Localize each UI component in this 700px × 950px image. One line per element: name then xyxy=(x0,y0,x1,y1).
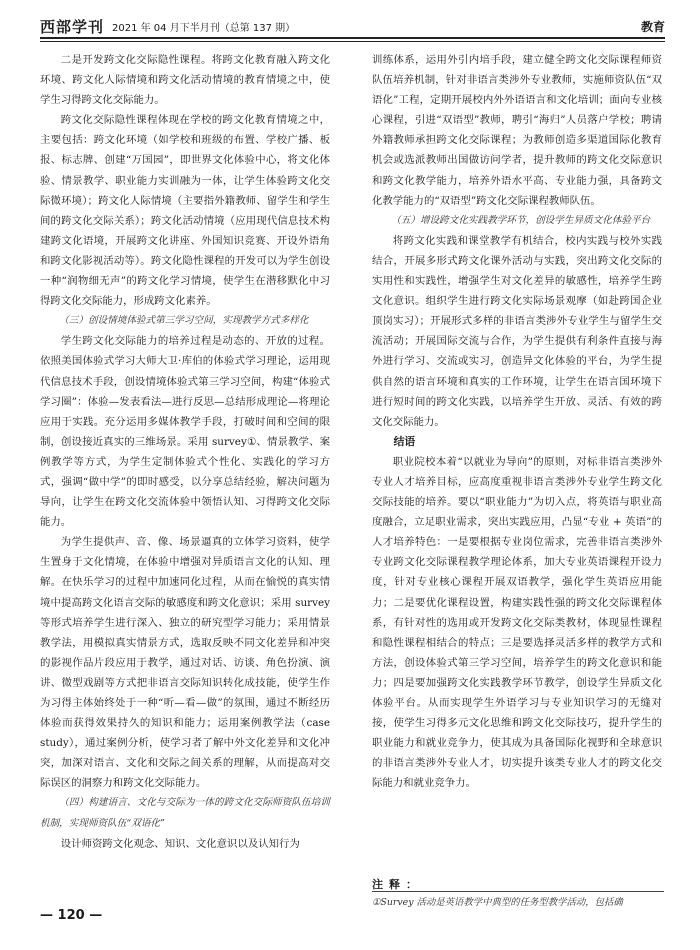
subsection-heading: （五）增设跨文化实践教学环节，创设学生异质文化体验平台 xyxy=(391,214,651,226)
page-number: — 120 — xyxy=(40,908,103,923)
notes-divider xyxy=(372,891,664,892)
left-column xyxy=(40,50,330,854)
journal-logo: 西部学刊 xyxy=(40,18,105,36)
paragraph: 学生跨文化交际能力的培养过程是动态的、开放的过程。依照美国体验式学习大师大卫·库伯的体验式学习理论，运用现代信息技术手段，创设情境体验式第三学习空间，构建“体验式学习圈”：体验—发表看法—进行反思—总结形成理论—将理论应用于实践。充分运用多媒体教学手段，打破时间和空间的限制，创设接近真实的三维场景。采用 survey①、情景教学、案例教学等方式，为学生定制体验式个性化、实践化的学习方式，强调“做中学”的即时感受，以分享总结经验，解决问题为导向，让学生在跨文化交流体验中领悟认知、习得跨文化交际能力。 xyxy=(40,335,330,529)
subsection-heading: （四）构建语言、文化与交际为一体的跨文化交际师资队伍培训机制，实现师资队伍“双语化” xyxy=(40,797,330,829)
header-rule-thin xyxy=(40,41,665,42)
paragraph: 设计师资跨文化观念、知识、文化意识以及认知行为 xyxy=(60,837,300,850)
notes-title: 注释： xyxy=(372,878,423,891)
paragraph: 将跨文化实践和课堂教学有机结合，校内实践与校外实践结合，开展多形式跨文化课外活动与实践，突出跨文化交际的实用性和实践性，增强学生对文化差异的敏感性，培养学生跨文化意识。组织学生进行跨文化实际场景观摩（如赴跨国企业顶岗实习）；开展形式多样的非语言类涉外专业学生与留学生交流活动；开展国际交流与合作，为学生提供有利条件直接与海外进行学习、交流或实习，创造异文化体验的平台，为学生提供自然的语言环境和真实的工作环境，让学生在语言国环境下进行短时间的跨文化实践，以培养学生开放、灵活、有效的跨文化交际能力。 xyxy=(372,234,662,428)
paragraph: 为学生提供声、音、像、场景逼真的立体学习资料，使学生置身于文化情境，在体验中增强对异质语言文化的认知、理解。在快乐学习的过程中加速同化过程，从而在愉悦的真实情境中提高跨文化语言交际的敏感度和跨文化意识；采用 survey 等形式培养学生进行深入、独立的研究型学习能力；采用情景教学法，用模拟真实情景方式，选取反映不同文化差异和冲突的影视作品片段应用于教学，通过对话、访谈、角色扮演、演讲、微型戏剧等方式把非语言交际知识转化成技能，使学生作为习得主体始终处于一种“听—看—做”的氛围，通过不断经历体验而获得效果持久的知识和能力；运用案例教学法（case study），通过案例分析，使学习者了解中外文化差异和文化冲突，加深对语言、文化和交际之间关系的理解，从而提高对交际误区的洞察力和跨文化交际能力。 xyxy=(40,536,330,790)
paragraph: 职业院校本着“以就业为导向”的原则，对标非语言类涉外专业人才培养目标，应高度重视非语言类涉外专业学生跨文化交际技能的培养。要以“职业能力”为切入点，将英语与职业高度融合，立足职业需求，突出实践应用，凸显“专业 + 英语”的人才培养特色：一是要根据专业岗位需求，完善非语言类涉外专业跨文化交际课程教学理论体系，加大专业英语课程开设力度，针对专业核心课程开展双语教学，强化学生英语应用能力；二是要优化课程设置，构建实践性强的跨文化交际课程体系，有针对性的选用或开发跨文化交际类教材，体现显性课程和隐性课程相结合的特点；三是要选择灵活多样的教学方式和方法，创设体验式第三学习空间，培养学生的跨文化意识和能力；四是要加强跨文化实践教学环节教学，创设学生异质文化体验平台。从而实现学生外语学习与专业知识学习的无缝对接，使学生习得多元文化思维和跨文化交际技巧，提升学生的职业能力和就业竞争力，使其成为具备国际化视野和全球意识的非语言类涉外专业人才，切实提升该类专业人才的跨文化交际能力和就业竞争力。 xyxy=(372,455,662,790)
right-column xyxy=(372,50,662,793)
section-heading: 结语 xyxy=(393,434,416,448)
section-label: 教育 xyxy=(640,20,665,34)
notes-text: ①Survey 活动是英语教学中典型的任务型教学活动，包括确 xyxy=(372,897,623,908)
issue-info: 2021 年 04 月下半月刊（总第 137 期） xyxy=(112,23,296,34)
paragraph: 训练体系，运用外引内培手段，建立健全跨文化交际课程师资队伍培养机制，针对非语言类涉外专业教师，实施师资队伍“双语化”工程，定期开展校内外外语语言和文化培训；面向专业核心课程，引进“双语型”教师，聘引“海归”人员落户学校；聘请外籍教师承担跨文化交际课程；为教师创造多渠道国际化教育机会或选派教师出国做访问学者，提升教师的跨文化交际意识和跨文化教学能力，培养外语水平高、专业能力强，具备跨文化教学能力的“双语型”跨文化交际课程教师队伍。 xyxy=(372,54,662,207)
page-header xyxy=(40,16,665,38)
subsection-heading: （三）创设情境体验式第三学习空间，实现教学方式多样化 xyxy=(59,315,309,327)
header-rule-thick xyxy=(40,37,665,39)
paragraph: 二是开发跨文化交际隐性课程。将跨文化教育融入跨文化环境、跨文化人际情境和跨文化活动情境的教育情境之中，使学生习得跨文化交际能力。 xyxy=(40,54,330,107)
paragraph: 跨文化交际隐性课程体现在学校的跨文化教育情境之中，主要包括：跨文化环境（如学校和班级的布置、学校广播、板报、标志牌、创建“万国园”，即世界文化体验中心，将文化体验、情景教学、职业能力实训融为一体，让学生体验跨文化交际微环境）；跨文化人际情境（主要指外籍教师、留学生和学生间的跨文化交际关系）；跨文化活动情境（应用现代信息技术构建跨文化语境，开展跨文化讲座、外国知识竞赛、开设外语角和跨文化影视活动等）。跨文化隐性课程的开发可以为学生创设一种“润物细无声”的跨文化学习情境，使学生在潜移默化中习得跨文化交际能力，形成跨文化素养。 xyxy=(40,114,330,308)
